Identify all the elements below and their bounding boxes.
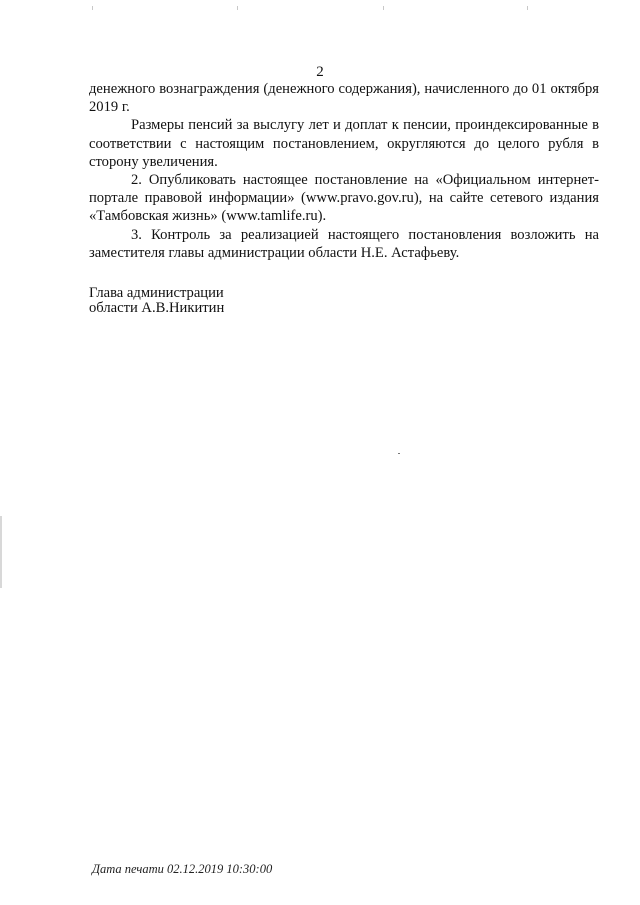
scan-artifact (398, 453, 400, 454)
paragraph-control: 3. Контроль за реализацией настоящего постановления возложить на заместителя главы администрации области Н.Е. Астафьеву. (89, 226, 599, 261)
signature-name: области А.В.Никитин (89, 300, 225, 316)
page-number: 2 (316, 64, 324, 80)
scan-edge-artifact (0, 516, 2, 588)
scan-border-marks (0, 6, 640, 10)
print-date: Дата печати 02.12.2019 10:30:00 (92, 862, 273, 876)
signature-title: Глава администрации (89, 285, 224, 301)
paragraph-publication: 2. Опубликовать настоящее постановление на «Официальном интернет-портале правовой информации» (www.pravo.gov.ru), на сайте сетевого издания «Тамбовская жизнь» (www.tamlife.ru). (89, 172, 599, 225)
paragraph-pension-rounding: Размеры пенсий за выслугу лет и доплат к пенсии, проиндексированные в соответствии с настоящим постановлением, округляются до целого рубля в сторону увеличения. (89, 117, 599, 170)
document-body (89, 80, 599, 262)
signature-block (89, 286, 224, 316)
paragraph-continuation: денежного вознаграждения (денежного содержания), начисленного до 01 октября 2019 г. (89, 81, 599, 116)
